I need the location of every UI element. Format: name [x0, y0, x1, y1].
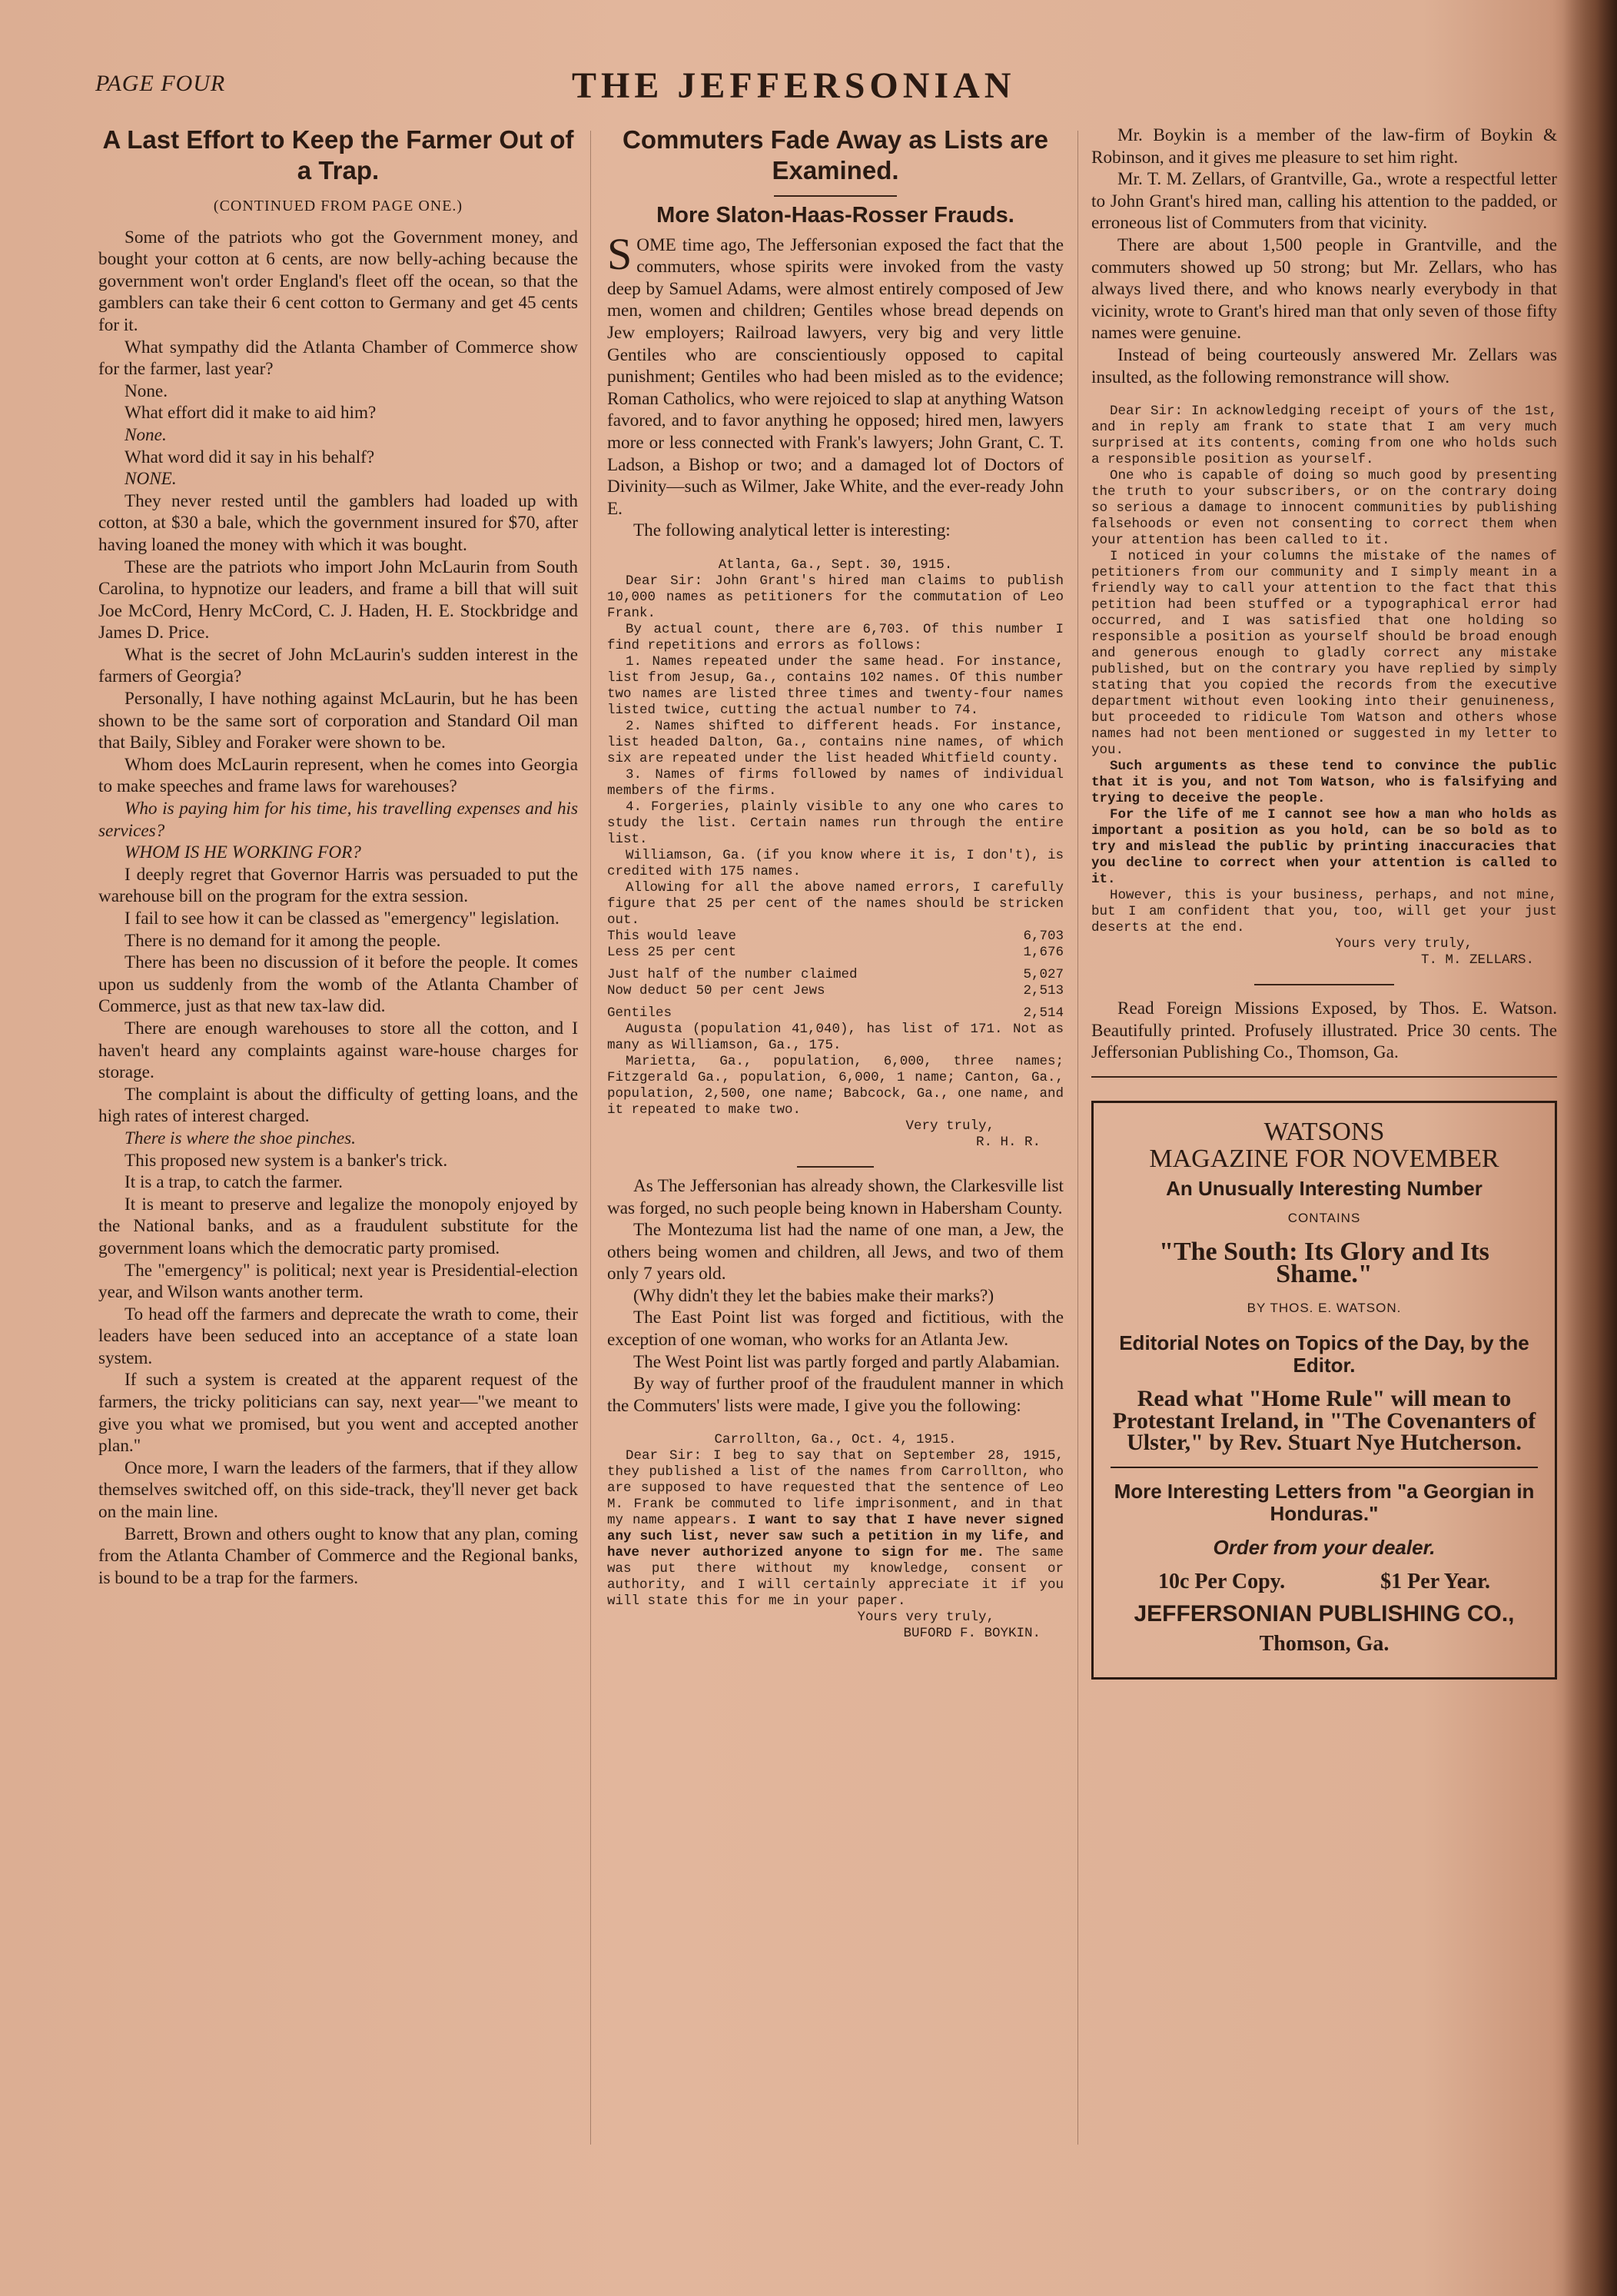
paragraph: It is a trap, to catch the farmer. [125, 1172, 343, 1193]
divider [1111, 1467, 1538, 1468]
article-headline: Commuters Fade Away as Lists are Examined. [623, 125, 1048, 184]
paragraph: WHOM IS HE WORKING FOR? [125, 842, 361, 863]
letter-paragraph: 3. Names of firms followed by names of individual members of the firms. [607, 766, 1064, 799]
paragraph: What sympathy did the Atlanta Chamber of Commerce show for the farmer, last year? [98, 337, 578, 380]
count-table [607, 929, 1064, 1022]
letter-paragraph: By actual count, there are 6,703. Of this number I find repetitions and errors as follows: [607, 621, 1064, 653]
letter-paragraph: However, this is your business, perhaps, and not mine, but I am confident that you, too, will get your just deserts at the end. [1091, 888, 1557, 936]
paragraph: The following analytical letter is interesting: [633, 520, 951, 541]
paragraph: Who is paying him for his time, his travelling expenses and his services? [98, 799, 578, 841]
table-row [607, 945, 1064, 961]
letter-closing: Yours very truly, [1335, 936, 1473, 952]
row-label: This would leave [607, 928, 737, 944]
ad-place: Thomson, Ga. [1259, 1632, 1390, 1656]
letter-signature: BUFORD F. BOYKIN. [903, 1626, 1041, 1642]
paragraph: There is no demand for it among the people. [125, 930, 441, 951]
letter-paragraph: Allowing for all the above named errors, I carefully figure that 25 per cent of the names should be stricken out. [607, 879, 1064, 928]
divider [774, 195, 897, 197]
column-right [1091, 125, 1557, 1680]
paragraph: It is meant to preserve and legalize the monopoly enjoyed by the National banks, and as a fraudulent substitute for the government loans which the democratic party promised. [98, 1194, 578, 1258]
row-label: Gentiles [607, 1005, 672, 1021]
letter-paragraph: Dear Sir: I beg to say that on September 28, 1915, they published a list of the names from Carrollton, who are supposed to have requested that the sentence of Leo M. Frank be commuted to life imprisonment, and in that my name appears. I want to say that I have never signed any such list, never saw such a petition in my life, and have never authorized anyone to sign for me. The same was put there without my knowledge, consent or authority, and I will certainly appreciate it if you will state this for me in your paper. [607, 1448, 1064, 1610]
column-middle [607, 125, 1064, 1657]
row-value: 6,703 [1023, 928, 1064, 944]
paragraph: I deeply regret that Governor Harris was persuaded to put the warehouse bill on the program for the extra session. [98, 864, 578, 907]
paragraph: NONE. [125, 469, 177, 490]
letter-paragraph: Dear Sir: In acknowledging receipt of yours of the 1st, and in reply am frank to state that I am very much surprised at its contents, coming from one who holds such a responsible position as yourself. [1091, 404, 1557, 468]
divider [1091, 1076, 1557, 1078]
drop-cap: S [607, 228, 633, 279]
book-notice: Read Foreign Missions Exposed, by Thos. E. Watson. Beautifully printed. Profusely illustrated. Price 30 cents. The Jeffersonian Publishing Co., Thomson, Ga. [1091, 998, 1557, 1063]
letter-closing: Yours very truly, [857, 1610, 994, 1626]
row-label: Less 25 per cent [607, 944, 737, 960]
paragraph: Some of the patriots who got the Government money, and bought your cotton at 6 cents, are now belly-aching because the government won't order England's fleet off the ocean, so that the gamblers can take their 6 cent cotton to Germany and get 45 cents for it. [98, 227, 578, 335]
letter-signature: T. M. ZELLARS. [1420, 952, 1534, 969]
letter-body [1091, 404, 1557, 936]
letter-paragraph: Such arguments as these tend to convince the public that it is you, and not Tom Watson, who is falsifying and trying to deceive the people. [1091, 759, 1557, 807]
letter-closing: Very truly, [905, 1118, 994, 1134]
paragraph: I fail to see how it can be classed as "emergency" legislation. [125, 909, 559, 929]
article-body [607, 1175, 1064, 1417]
ad-subtitle: An Unusually Interesting Number [1166, 1177, 1483, 1201]
page-spine-shadow [1563, 0, 1617, 2296]
paragraph: The West Point list was partly forged and partly Alabamian. [633, 1351, 1060, 1372]
price-per-year: $1 Per Year. [1380, 1569, 1490, 1593]
paper-title: THE JEFFERSONIAN [572, 65, 1016, 106]
paragraph: (Why didn't they let the babies make their marks?) [633, 1285, 994, 1306]
paragraph: Mr. Boykin is a member of the law-firm of Boykin & Robinson, and it gives me pleasure to set him right. [1091, 125, 1557, 168]
article-headline: A Last Effort to Keep the Farmer Out of a Trap. [102, 125, 574, 184]
ad-contains: CONTAINS [1287, 1210, 1361, 1225]
paragraph: To head off the farmers and deprecate the wrath to come, their leaders have been seduced into an acceptance of a state loan system. [98, 1304, 578, 1368]
letter-body [607, 573, 1064, 929]
table-row [607, 983, 1064, 999]
article-subhead: More Slaton-Haas-Rosser Frauds. [656, 203, 1014, 228]
divider [797, 1166, 874, 1168]
table-row [607, 1005, 1064, 1022]
row-value: 5,027 [1023, 966, 1064, 982]
paragraph: Barrett, Brown and others ought to know that any plan, coming from the Atlanta Chamber of Commerce and the Regional banks, is bound to be a trap for the farmers. [98, 1523, 578, 1588]
paragraph: There are about 1,500 people in Grantville, and the commuters showed up 50 strong; but Mr. Zellars, who has always lived there, and who knows nearly everybody in that vicinity, wrote to Grant's hired man that only seven of those fifty names were genuine. [1091, 234, 1557, 344]
price-per-copy: 10c Per Copy. [1158, 1569, 1286, 1593]
ad-title: WATSONS [1263, 1117, 1385, 1146]
row-value: 2,514 [1023, 1005, 1064, 1021]
letter-carrollton [607, 1432, 1064, 1642]
article-body [98, 227, 578, 1590]
paragraph: Mr. T. M. Zellars, of Grantville, Ga., wrote a respectful letter to John Grant's hired man, calling his attention to the padded, or erroneous list of Commuters from that vicinity. [1091, 169, 1557, 234]
letter-paragraph: 4. Forgeries, plainly visible to any one who cares to study the list. Certain names run through the entire list. [607, 799, 1064, 847]
page-label: PAGE FOUR [95, 71, 226, 96]
letter-dateline: Carrollton, Ga., Oct. 4, 1915. [714, 1432, 957, 1448]
paragraph: They never rested until the gamblers had loaded up with cotton, at $30 a bale, which the government insured for $70, after having loaned the money with which it was bought. [98, 490, 578, 555]
masthead [95, 65, 1556, 111]
paragraph: If such a system is created at the apparent request of the farmers, the tricky politicians can say, next year—"we meant to give you what we promised, but you went and accepted another plan." [98, 1370, 578, 1457]
letter-body [607, 1022, 1064, 1118]
letter-paragraph: One who is capable of doing so much good by presenting the truth to your subscribers, or on the contrary doing so serious a damage to innocent communities by publishing falsehoods or even not consenting to correct them when your attention has been called to it. [1091, 468, 1557, 549]
paragraph: There are enough warehouses to store all the cotton, and I haven't heard any complaints against ware-house charges for storage. [98, 1018, 578, 1083]
article-body [1091, 125, 1557, 388]
column-rule [590, 131, 591, 2145]
letter-paragraph: Dear Sir: John Grant's hired man claims to publish 10,000 names as petitioners for the commutation of Leo Frank. [607, 573, 1064, 621]
column-rule [1077, 131, 1078, 2145]
letter-paragraph: Williamson, Ga. (if you know where it is, I don't), is credited with 175 names. [607, 847, 1064, 879]
column-left [98, 125, 578, 1589]
row-label: Now deduct 50 per cent Jews [607, 982, 825, 998]
table-row [607, 929, 1064, 945]
paragraph: There has been no discussion of it before the people. It comes upon us suddenly from the womb of the Atlanta Chamber of Commerce, just as that new tax-law did. [98, 952, 578, 1017]
ad-editorial: Editorial Notes on Topics of the Day, by the Editor. [1119, 1331, 1529, 1377]
letter-atlanta [607, 557, 1064, 1151]
paragraph: None. [125, 424, 167, 445]
paragraph: Personally, I have nothing against McLaurin, but he has been shown to be the same sort of corporation and Standard Oil man that Baily, Sibley and Foraker were shown to be. [98, 689, 578, 753]
paragraph: The Montezuma list had the name of one man, a Jew, the others being women and children, all Jews, and two of them only 7 years old. [607, 1220, 1064, 1284]
letter-zellars [1091, 404, 1557, 969]
paragraph: This proposed new system is a banker's trick. [125, 1150, 448, 1171]
row-value: 1,676 [1023, 944, 1064, 960]
table-row [607, 967, 1064, 983]
letter-paragraph: Augusta (population 41,040), has list of 171. Not as many as Williamson, Ga., 175. [607, 1021, 1064, 1053]
letter-dateline: Atlanta, Ga., Sept. 30, 1915. [718, 557, 953, 573]
paragraph: The "emergency" is political; next year is Presidential-election year, and Wilson wants another term. [98, 1260, 578, 1303]
row-label: Just half of the number claimed [607, 966, 858, 982]
paragraph: There is where the shoe pinches. [125, 1128, 356, 1148]
ad-feature: "The South: Its Glory and Its Shame." [1159, 1238, 1489, 1288]
continued-note: (CONTINUED FROM PAGE ONE.) [213, 198, 463, 214]
paragraph: By way of further proof of the fraudulent manner in which the Commuters' lists were made, I give you the following: [607, 1374, 1064, 1416]
magazine-advertisement [1091, 1101, 1557, 1680]
paragraph: Once more, I warn the leaders of the farmers, that if they allow themselves switched off, on this side-track, they'll never get back on the main line. [98, 1457, 578, 1523]
paragraph: What effort did it make to aid him? [125, 403, 377, 424]
paragraph: SOME time ago, The Jeffersonian exposed the fact that the commuters, whose spirits were invoked from the vasty deep by Samuel Adams, were almost entirely composed of Jew men, women and children; Gentiles whose bread depends on Jew employers; Railroad lawyers, very big and very little Gentiles who are conscientiously opposed to capital punishment; Gentiles who had been misled as to the evidence; Roman Catholics, who were rejoiced to slap at anything Watson favored, and to favor anything he opposed; hired men, lawyers more or less connected with Frank's lawyers; John Grant, C. T. Ladson, a Bishop or two; and a damaged lot of Doctors of Divinity—such as Wilmer, Jake White, and the ever-ready John E. [607, 228, 1064, 519]
paragraph: Whom does McLaurin represent, when he comes into Georgia to make speeches and frame laws for warehouses? [98, 754, 578, 797]
ad-home-rule: Read what "Home Rule" will mean to Protestant Ireland, in "The Covenanters of Ulster," by Rev. Stuart Nye Hutcherson. [1112, 1386, 1536, 1456]
letter-signature: R. H. R. [975, 1134, 1041, 1150]
paragraph: The East Point list was forged and fictitious, with the exception of one woman, who works for an Atlanta Jew. [607, 1307, 1064, 1351]
ad-order: Order from your dealer. [1213, 1536, 1436, 1560]
divider [1254, 984, 1394, 985]
ad-prices [1111, 1571, 1538, 1593]
letter-paragraph: I noticed in your columns the mistake of the names of petitioners from our community and I simply meant in a friendly way to call your attention to the fact that this petition had been stuffed or a typographical error had occurred, and I was satisfied that one holding so responsible a position as yourself should be broad enough and generous enough to gladly correct any mistake published, but on the contrary you have replied by simply stating that you copied the records from the executive department without even looking into their genuineness, but proceeded to ridicule Tom Watson and others whose names had not been mentioned or suggested in my letter to you. [1091, 549, 1557, 759]
letter-paragraph: Marietta, Ga., population, 6,000, three names; Fitzgerald Ga., population, 6,000, 1 name; Canton, Ga., population, 2,500, one name; Babcock, Ga., one name, and it repeated to make two. [607, 1053, 1064, 1118]
letter-paragraph: 2. Names shifted to different heads. For instance, list headed Dalton, Ga., contains nine names, of which six are repeated under the list headed Whitfield county. [607, 718, 1064, 766]
letter-paragraph: For the life of me I cannot see how a man who holds as important a position as you hold, can be so bold as to try and mislead the public by printing inaccuracies that you decline to correct when your attention is called to it. [1091, 807, 1557, 888]
ad-company: JEFFERSONIAN PUBLISHING CO., [1134, 1601, 1515, 1627]
paragraph: None. [125, 380, 168, 401]
row-value: 2,513 [1023, 982, 1064, 998]
paragraph: What is the secret of John McLaurin's sudden interest in the farmers of Georgia? [98, 644, 578, 687]
paragraph: The complaint is about the difficulty of getting loans, and the high rates of interest charged. [98, 1084, 578, 1127]
paragraph: Instead of being courteously answered Mr. Zellars was insulted, as the following remonstrance will show. [1091, 344, 1557, 387]
ad-title: MAGAZINE FOR NOVEMBER [1149, 1144, 1499, 1173]
ad-letters: More Interesting Letters from "a Georgian in Honduras." [1114, 1480, 1535, 1525]
letter-paragraph: 1. Names repeated under the same head. For instance, list from Jesup, Ga., contains 102 names. Of this number two names are listed three times and twenty-four names listed twice, cutting the actual number to 74. [607, 653, 1064, 718]
paragraph: As The Jeffersonian has already shown, the Clarkesville list was forged, no such people being known in Habersham County. [607, 1175, 1064, 1218]
ad-byline: BY THOS. E. WATSON. [1247, 1301, 1402, 1316]
paragraph: What word did it say in his behalf? [125, 447, 375, 467]
paragraph: These are the patriots who import John McLaurin from South Carolina, to hypnotize our leaders, and frame a bill that will suit Joe McCord, Henry McCord, C. J. Haden, H. E. Stockbridge and James D. Price. [98, 557, 578, 643]
